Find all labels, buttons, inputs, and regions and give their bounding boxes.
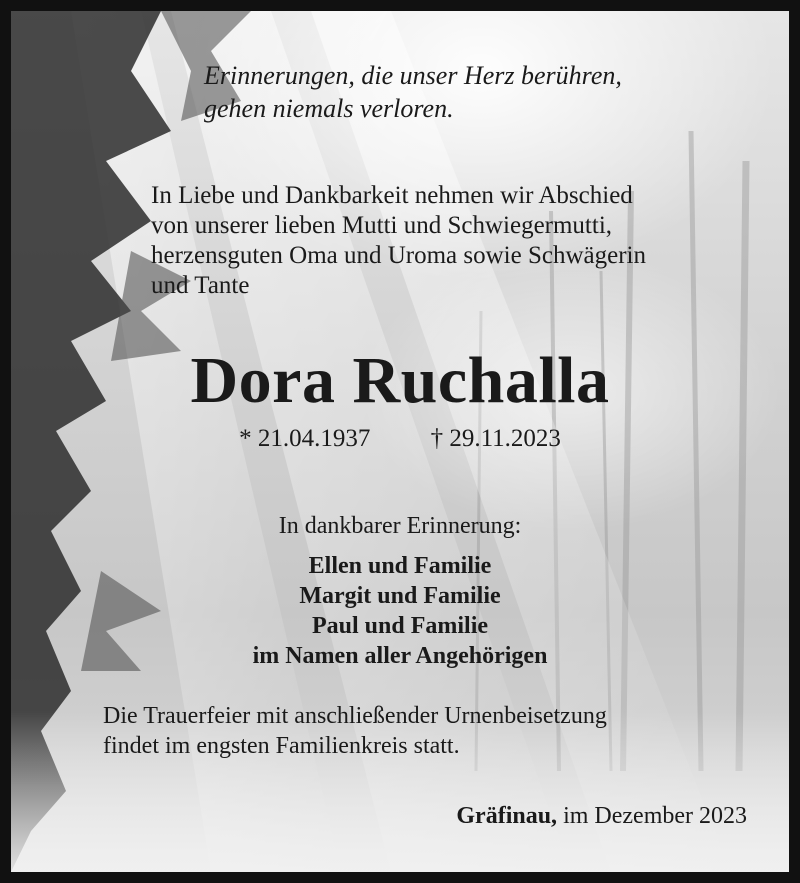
service-line: findet im engsten Familienkreis statt.	[103, 733, 460, 759]
service-line: Die Trauerfeier mit anschließender Urnenbeisetzung	[103, 703, 607, 729]
birth-date: * 21.04.1937	[239, 425, 371, 452]
place-and-date	[456, 801, 747, 831]
deceased-name: Dora Ruchalla	[190, 344, 610, 417]
quote-line-1: Erinnerungen, die unser Herz berühren,	[204, 61, 622, 90]
funeral-service-info	[103, 701, 763, 761]
place-name: Gräfinau,	[456, 803, 558, 829]
signer: Ellen und Familie	[308, 553, 492, 579]
signer-list	[11, 551, 789, 671]
memorial-quote	[204, 59, 622, 125]
life-dates	[11, 423, 789, 455]
farewell-line: In Liebe und Dankbarkeit nehmen wir Abschied	[151, 182, 633, 209]
farewell-text	[151, 181, 771, 301]
farewell-line: von unserer lieben Mutti und Schwiegermutti,	[151, 212, 613, 239]
signer: Margit und Familie	[299, 583, 501, 609]
signer: Paul und Familie	[311, 613, 489, 639]
remembrance-heading: In dankbarer Erinnerung:	[278, 513, 522, 539]
farewell-line: und Tante	[151, 272, 250, 299]
death-date: † 29.11.2023	[430, 425, 561, 452]
signer: im Namen aller Angehörigen	[252, 643, 548, 669]
quote-line-2: gehen niemals verloren.	[204, 94, 454, 123]
farewell-line: herzensguten Oma und Uroma sowie Schwägerin	[151, 242, 646, 269]
notice-date: im Dezember 2023	[563, 803, 747, 829]
